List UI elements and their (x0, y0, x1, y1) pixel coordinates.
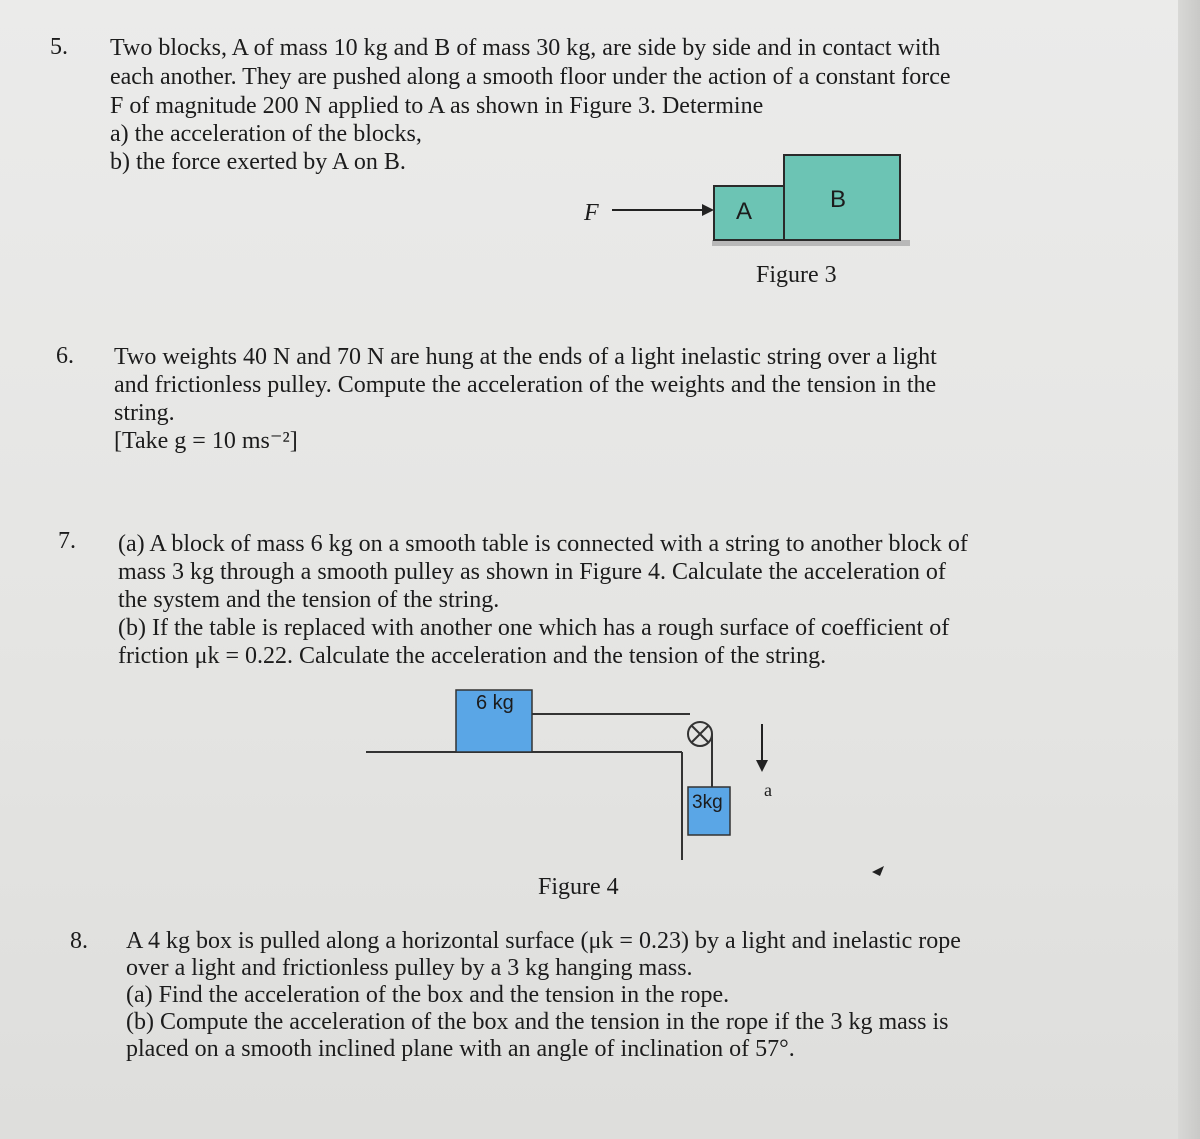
block-a-label: A (736, 198, 753, 225)
question-6-line-2: and frictionless pulley. Compute the acceleration of the weights and the tension in the (114, 372, 937, 398)
block-b-label: B (830, 186, 847, 213)
question-5-line-5: b) the force exerted by A on B. (110, 149, 406, 175)
question-7-number: 7. (58, 528, 76, 554)
question-5-line-2: each another. They are pushed along a smooth floor under the action of a constant force (110, 64, 951, 90)
block-6kg-label: 6 kg (476, 692, 514, 714)
figure-4-caption: Figure 4 (538, 874, 619, 900)
question-7-line-5: friction μk = 0.22. Calculate the acceleration and the tension of the string. (118, 643, 827, 669)
question-8-line-1: A 4 kg box is pulled along a horizontal surface (μk = 0.23) by a light and inelastic rope (126, 928, 961, 954)
question-8-text (126, 928, 961, 1063)
question-8-line-2: over a light and frictionless pulley by a 3 kg hanging mass. (126, 955, 693, 981)
question-6-line-1: Two weights 40 N and 70 N are hung at the ends of a light inelastic string over a light (114, 344, 937, 370)
question-6-number: 6. (56, 343, 74, 369)
block-3kg-label: 3kg (692, 792, 723, 813)
question-8-line-4: (b) Compute the acceleration of the box and the tension in the rope if the 3 kg mass is (126, 1009, 949, 1035)
question-8-line-5: placed on a smooth inclined plane with an angle of inclination of 57°. (126, 1036, 795, 1062)
question-8-line-3: (a) Find the acceleration of the box and the tension in the rope. (126, 982, 730, 1008)
question-5-line-1: Two blocks, A of mass 10 kg and B of mass 30 kg, are side by side and in contact with (110, 35, 941, 61)
question-6-line-3: string. (114, 400, 175, 426)
cursor-mark (872, 866, 884, 876)
question-7-line-4: (b) If the table is replaced with another one which has a rough surface of coefficient of (118, 615, 950, 641)
question-7-line-3: the system and the tension of the string. (118, 587, 500, 613)
figure-3-caption: Figure 3 (756, 262, 837, 288)
question-5-number: 5. (50, 34, 68, 60)
question-5-line-3: F of magnitude 200 N applied to A as shown in Figure 3. Determine (110, 93, 764, 119)
question-7-line-1: (a) A block of mass 6 kg on a smooth table is connected with a string to another block of (118, 531, 968, 557)
acceleration-arrow-head (756, 760, 768, 772)
question-5-line-4: a) the acceleration of the blocks, (110, 121, 422, 147)
force-label: F (584, 200, 599, 226)
question-6-line-4: [Take g = 10 ms⁻²] (114, 428, 298, 454)
acceleration-label: a (764, 780, 772, 800)
question-8-number: 8. (70, 928, 88, 954)
question-7-line-2: mass 3 kg through a smooth pulley as shown in Figure 4. Calculate the acceleration of (118, 559, 946, 585)
